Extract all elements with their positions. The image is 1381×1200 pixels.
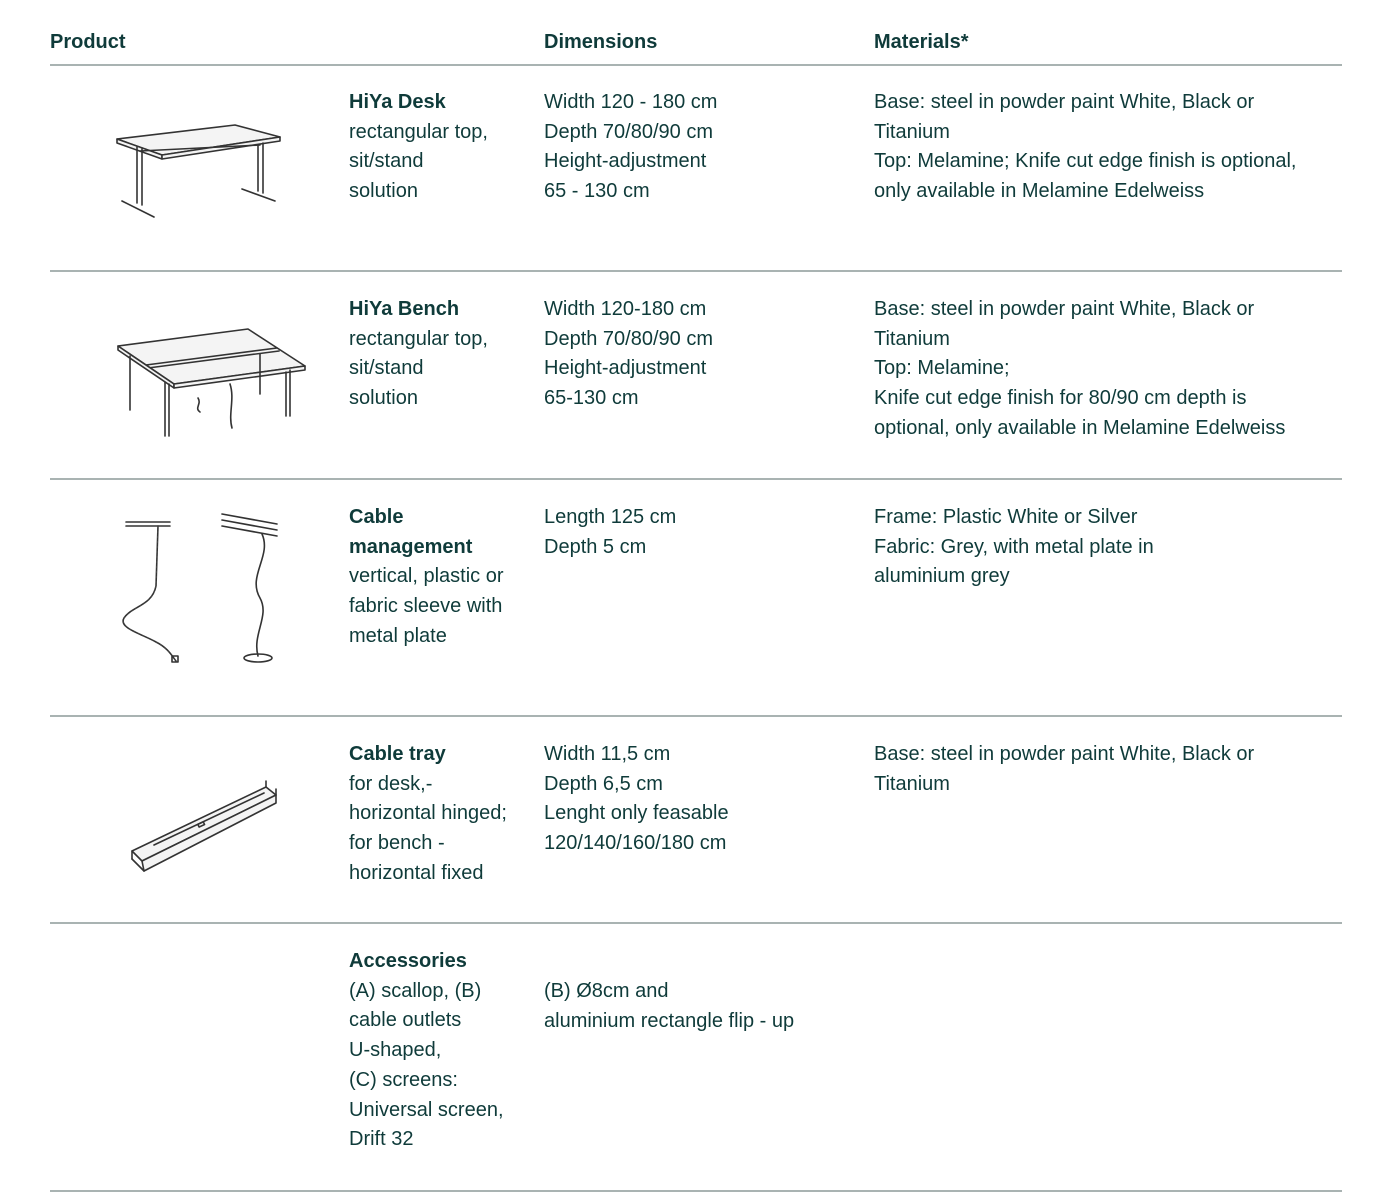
product-desc-line: rectangular top, xyxy=(349,327,488,350)
header-product: Product xyxy=(50,31,126,53)
dimension-line: Lenght only feasable xyxy=(544,802,729,825)
dimension-line: 65-130 cm xyxy=(544,387,639,410)
material-line: Titanium xyxy=(874,327,950,350)
dimension-line: (B) Ø8cm and xyxy=(544,980,669,1002)
table-row-hiya-desk xyxy=(50,66,1342,272)
header-materials: Materials* xyxy=(874,31,969,53)
product-desc-line: rectangular top, xyxy=(349,120,488,143)
table-row-accessories xyxy=(50,924,1342,1192)
table-row-cable-tray xyxy=(50,717,1342,924)
material-line: Top: Melamine; Knife cut edge finish is optional, xyxy=(874,150,1297,173)
product-desc-line: Drift 32 xyxy=(349,1128,414,1151)
product-desc-line: (A) scallop, (B) xyxy=(349,979,482,1002)
materials-cell xyxy=(874,503,1344,592)
dimension-line: 120/140/160/180 cm xyxy=(544,832,727,855)
dimension-line: Height-adjustment xyxy=(544,357,707,380)
bench-illustration xyxy=(110,324,310,439)
product-title: HiYa Bench xyxy=(349,298,460,320)
product-desc-line: sit/stand xyxy=(349,150,424,173)
dimensions-cell xyxy=(544,295,864,414)
product-name-cell xyxy=(349,88,539,207)
product-name-cell xyxy=(349,503,539,652)
dimension-line: Length 125 cm xyxy=(544,506,677,528)
product-title: management xyxy=(349,535,473,558)
material-line: Base: steel in powder paint White, Black or xyxy=(874,298,1255,320)
dimension-line: Depth 70/80/90 cm xyxy=(544,120,713,143)
product-name-cell xyxy=(349,947,539,1155)
table-row-hiya-bench xyxy=(50,272,1342,480)
product-desc-line: for bench - xyxy=(349,832,445,855)
cable-tray-illustration xyxy=(124,773,284,878)
cable-management-illustration xyxy=(112,506,292,666)
dimension-line: aluminium rectangle flip - up xyxy=(544,1009,795,1032)
product-desc-line: cable outlets xyxy=(349,1009,462,1032)
desk-illustration xyxy=(110,121,290,221)
material-line: Frame: Plastic White or Silver xyxy=(874,506,1138,528)
product-desc-line: solution xyxy=(349,180,418,203)
material-line: Base: steel in powder paint White, Black or xyxy=(874,743,1255,765)
product-desc-line: horizontal fixed xyxy=(349,861,484,884)
material-line: aluminium grey xyxy=(874,565,1010,588)
product-name-cell xyxy=(349,740,539,889)
materials-cell xyxy=(874,740,1344,799)
header-dimensions: Dimensions xyxy=(544,31,658,53)
material-line: Knife cut edge finish for 80/90 cm depth is xyxy=(874,387,1247,410)
product-desc-line: (C) screens: xyxy=(349,1068,458,1091)
dimension-line: Width 120 - 180 cm xyxy=(544,91,718,113)
material-line: Top: Melamine; xyxy=(874,357,1010,380)
product-title: Cable tray xyxy=(349,743,446,765)
dimension-line: Width 11,5 cm xyxy=(544,743,671,765)
product-name-cell xyxy=(349,295,539,414)
dimension-line: 65 - 130 cm xyxy=(544,180,650,203)
material-line: Fabric: Grey, with metal plate in xyxy=(874,535,1154,558)
product-title: Accessories xyxy=(349,950,467,972)
table-header xyxy=(50,0,1342,66)
table-row-cable-management xyxy=(50,480,1342,717)
product-desc-line: sit/stand xyxy=(349,357,424,380)
dimension-line: Depth 5 cm xyxy=(544,535,647,558)
dimensions-cell xyxy=(544,977,864,1036)
product-desc-line: for desk,- xyxy=(349,772,433,795)
product-desc-line: horizontal hinged; xyxy=(349,802,507,825)
product-title: HiYa Desk xyxy=(349,91,446,113)
product-title: Cable xyxy=(349,506,404,528)
dimensions-cell xyxy=(544,503,864,562)
product-desc-line: fabric sleeve with xyxy=(349,595,503,618)
dimension-line: Depth 70/80/90 cm xyxy=(544,327,713,350)
material-line: only available in Melamine Edelweiss xyxy=(874,180,1205,203)
product-desc-line: vertical, plastic or xyxy=(349,565,504,588)
materials-cell xyxy=(874,295,1344,444)
material-line: optional, only available in Melamine Edelweiss xyxy=(874,416,1286,439)
material-line: Base: steel in powder paint White, Black or xyxy=(874,91,1255,113)
dimensions-cell xyxy=(544,88,864,207)
material-line: Titanium xyxy=(874,120,950,143)
dimensions-cell xyxy=(544,740,864,859)
product-desc-line: U-shaped, xyxy=(349,1039,442,1062)
materials-cell xyxy=(874,88,1344,207)
product-desc-line: solution xyxy=(349,387,418,410)
dimension-line: Depth 6,5 cm xyxy=(544,772,663,795)
product-desc-line: Universal screen, xyxy=(349,1098,504,1121)
dimension-line: Height-adjustment xyxy=(544,150,707,173)
material-line: Titanium xyxy=(874,772,950,795)
product-desc-line: metal plate xyxy=(349,624,447,647)
dimension-line: Width 120-180 cm xyxy=(544,298,707,320)
